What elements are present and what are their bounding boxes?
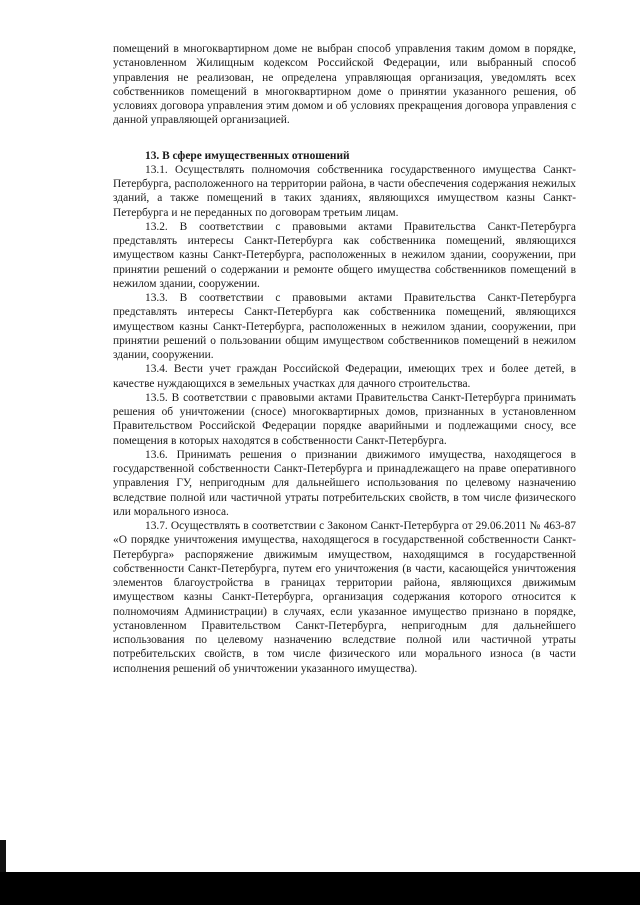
paragraph-13-6: 13.6. Принимать решения о признании движимого имущества, находящегося в государственной собственности Санкт-Петербурга и принадлежащего на праве оперативного управления ГУ, непригодным для дальнейшего использования по целевому назначению вследствие полной или частичной утраты потребительских свойств, в том числе физического или морального износа. xyxy=(113,448,576,518)
intro-paragraph: помещений в многоквартирном доме не выбран способ управления таким домом в порядке, установленном Жилищным кодексом Российской Федерации, или выбранный способ управления не реализован, не определена управляющая организация, уведомлять всех собственников помещений в многоквартирном доме о принятии указанного решения, об условиях договора управления этим домом и об условиях прекращения договора управления с данной управляющей организацией. xyxy=(113,43,576,127)
paragraph-13-2: 13.2. В соответствии с правовыми актами Правительства Санкт-Петербурга представлять интересы Санкт-Петербурга как собственника помещений, являющихся имуществом казны Санкт-Петербурга, расположенных в нежилом здании, сооружении, при принятии решений о содержании и ремонте общего имущества собственников помещений в нежилом здании, сооружении. xyxy=(113,220,576,290)
page-content xyxy=(113,42,576,676)
paragraph-13-3: 13.3. В соответствии с правовыми актами Правительства Санкт-Петербурга представлять интересы Санкт-Петербурга как собственника помещений, являющихся имуществом казны Санкт-Петербурга, расположенных в нежилом здании, сооружении, при принятии решений о пользовании общим имуществом собственников помещений в нежилом здании, сооружении. xyxy=(113,292,576,361)
paragraph-13-7: 13.7. Осуществлять в соответствии с Законом Санкт-Петербурга от 29.06.2011 № 463-87 «О порядке уничтожения имущества, находящегося в государственной собственности Санкт-Петербурга» распоряжение движимым имуществом, находящимся в государственной собственности Санкт-Петербурга, путем его уничтожения (в части, касающейся уничтожения элементов благоустройства в границах территории района, являющихся движимым имуществом казны Санкт-Петербурга, организация содержания которого относится к полномочиям Администрации) в случаях, если указанное имущество признано в порядке, установленном Правительством Санкт-Петербурга, непригодным для дальнейшего использования по целевому назначению вследствие полной или частичной утраты потребительских свойств, в том числе физического или морального износа (в части исполнения решений об уничтожении указанного имущества). xyxy=(113,520,576,675)
paragraph-13-4: 13.4. Вести учет граждан Российской Федерации, имеющих трех и более детей, в качестве нуждающихся в земельных участках для дачного строительства. xyxy=(113,363,576,390)
paragraph-13-1: 13.1. Осуществлять полномочия собственника государственного имущества Санкт-Петербурга, расположенного на территории района, в части обеспечения содержания нежилых зданий, а также помещений в таких зданиях, являющихся имуществом казны Санкт-Петербурга и не переданных по договорам третьим лицам. xyxy=(113,163,576,219)
scan-border-bottom xyxy=(0,872,640,905)
paragraph-13-5: 13.5. В соответствии с правовыми актами Правительства Санкт-Петербурга принимать решения об уничтожении (сносе) многоквартирных домов, признанных в установленном Правительством Российской Федерации порядке аварийными и подлежащими сносу, все помещения в которых находятся в собственности Санкт-Петербурга. xyxy=(113,391,576,447)
section-heading: 13. В сфере имущественных отношений xyxy=(145,149,350,162)
